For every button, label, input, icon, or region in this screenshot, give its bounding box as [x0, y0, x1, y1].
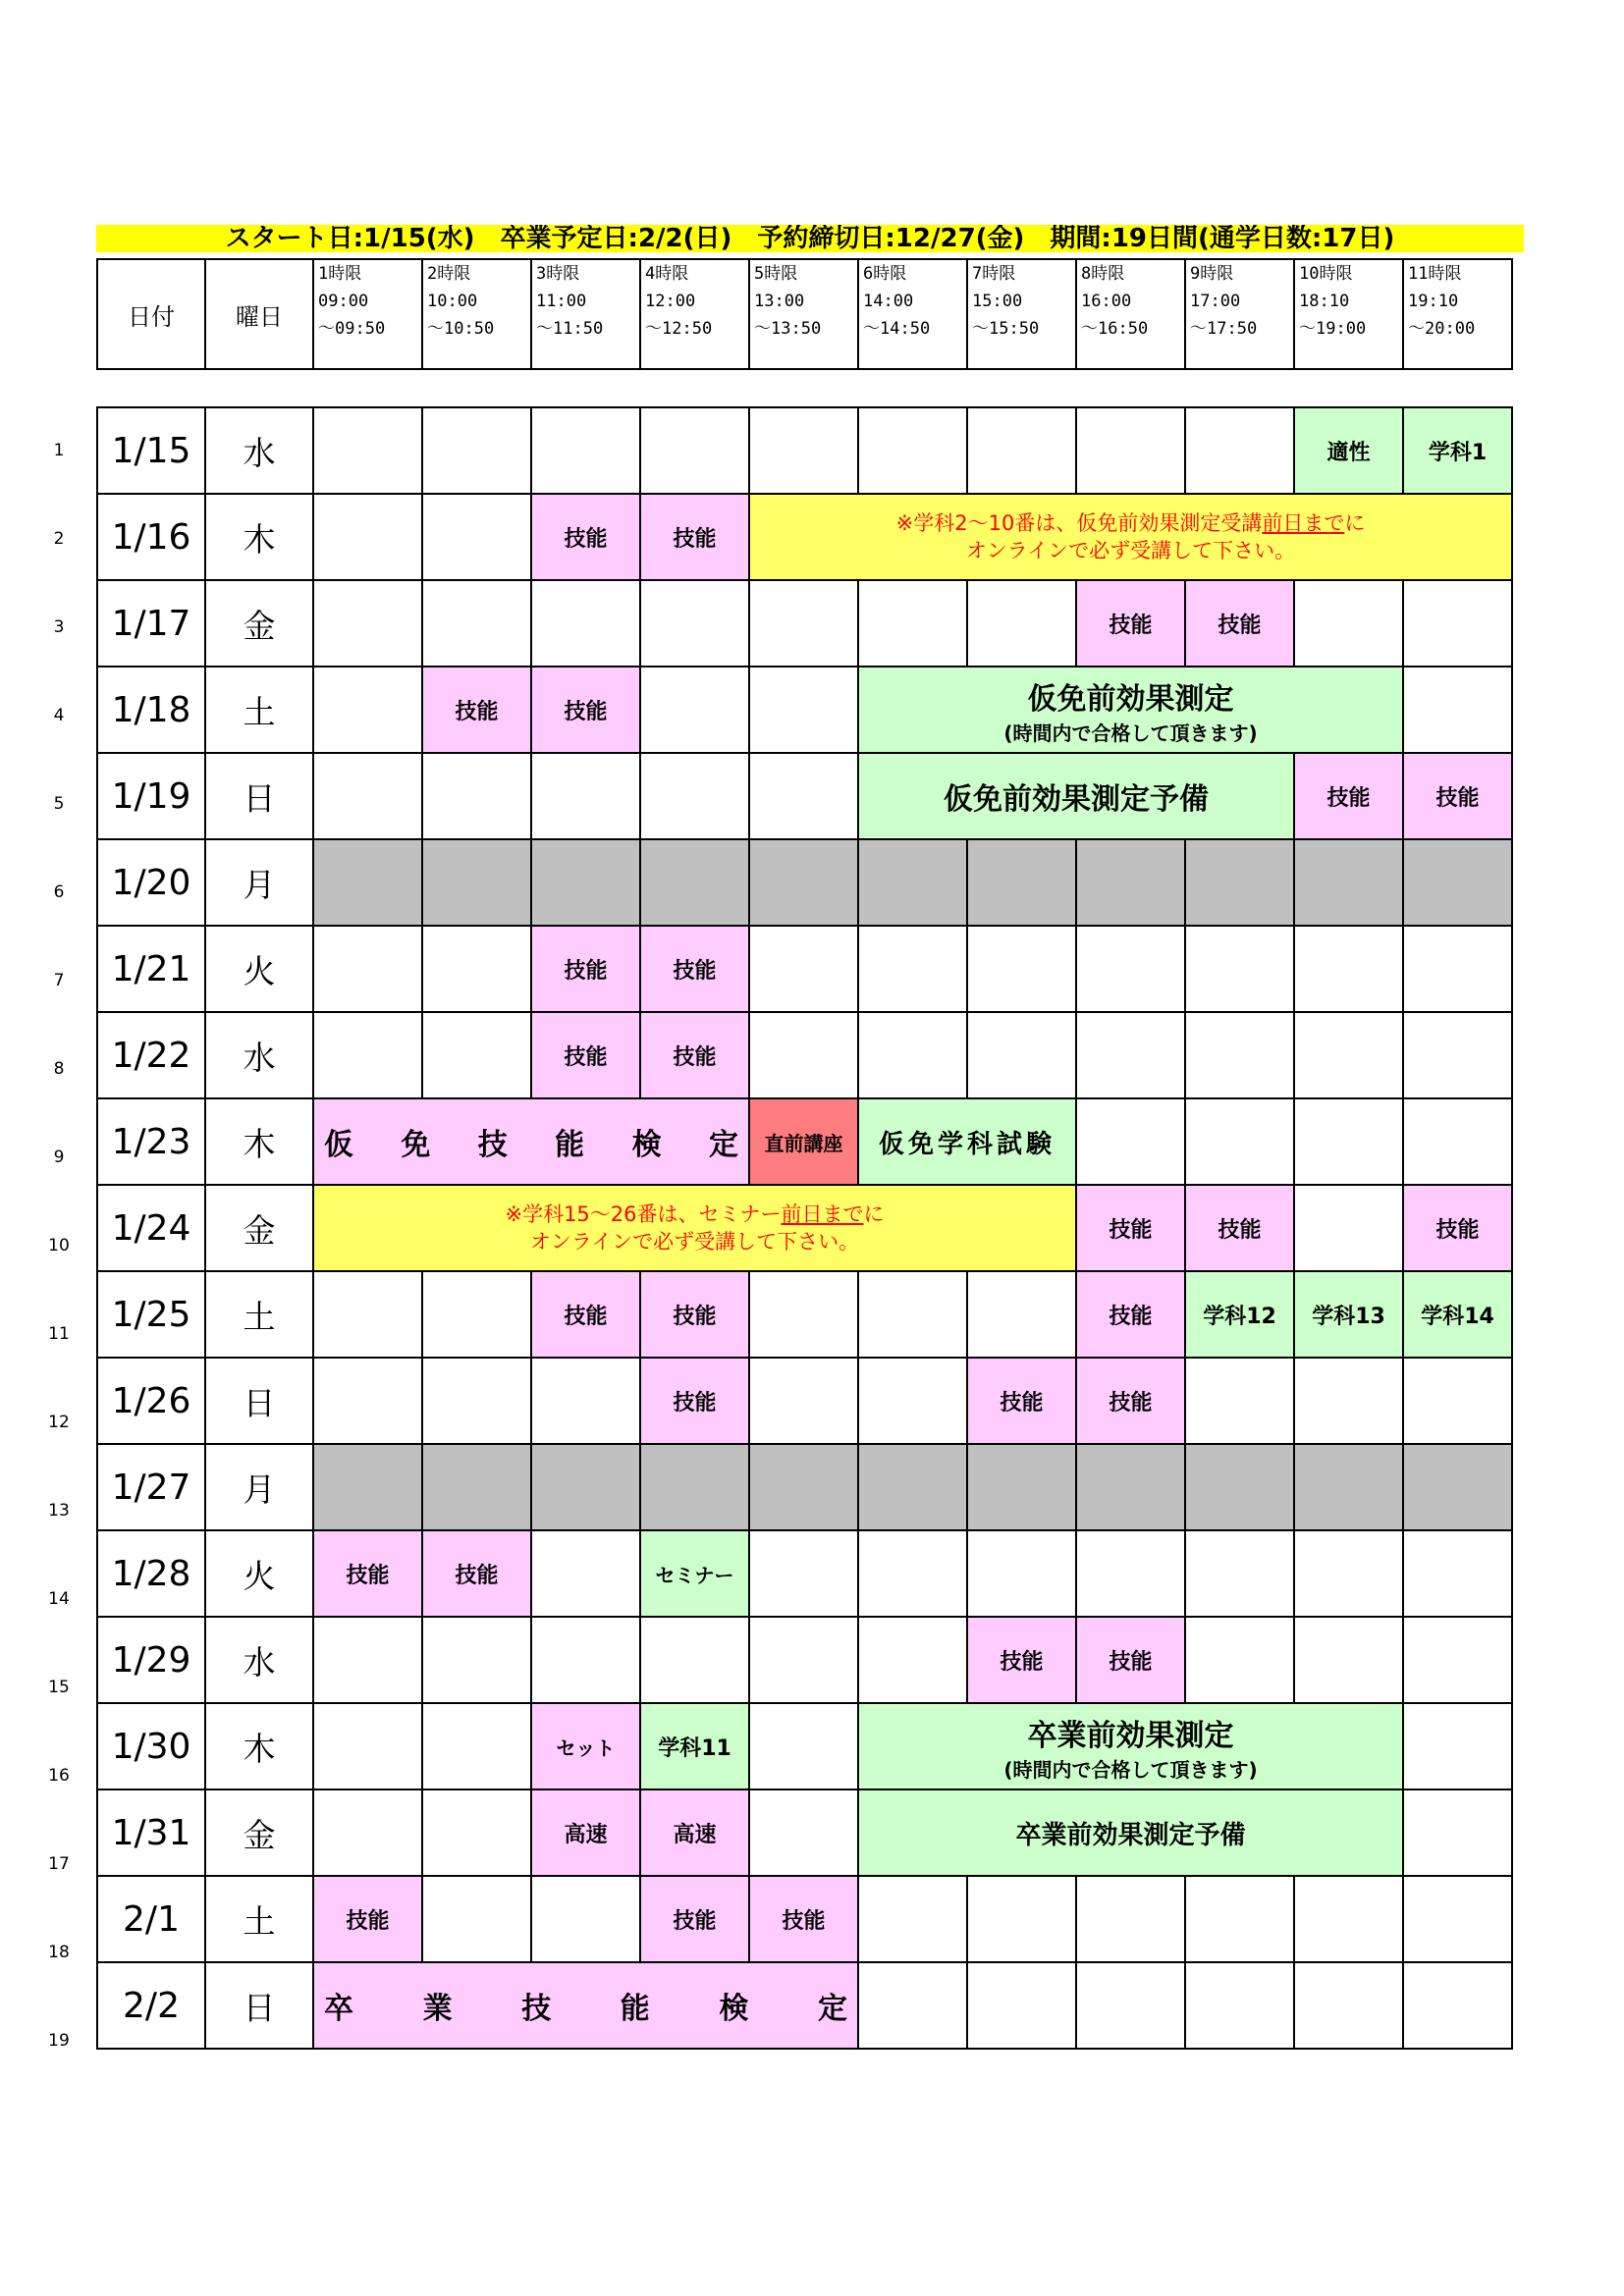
- period-header-1: 1時限 09:00 ～09:50: [313, 259, 422, 369]
- closed-slot: [1294, 839, 1403, 926]
- empty-slot: [858, 1012, 967, 1098]
- weekday-cell: 月: [205, 839, 313, 926]
- aptitude-slot: 適性: [1294, 407, 1403, 494]
- empty-slot: [967, 1012, 1076, 1098]
- empty-slot: [422, 753, 531, 839]
- empty-slot: [967, 1271, 1076, 1358]
- date-cell: 1/15: [97, 407, 205, 494]
- effect-test-note: (時間内で合格して頂きます): [1003, 1757, 1258, 1782]
- date-cell: 1/24: [97, 1185, 205, 1271]
- schedule-row: [97, 1703, 1512, 1789]
- schedule-header: [96, 258, 1513, 370]
- skill-slot: 技能: [640, 1358, 749, 1444]
- empty-slot: [1403, 1358, 1512, 1444]
- empty-slot: [1294, 1530, 1403, 1617]
- empty-slot: [1185, 1098, 1294, 1185]
- closed-slot: [531, 839, 640, 926]
- empty-slot: [967, 580, 1076, 667]
- effect-test-title: 仮免前効果測定: [1027, 681, 1234, 717]
- row-number: 2: [53, 529, 65, 549]
- empty-slot: [858, 1962, 967, 2049]
- empty-slot: [1294, 1185, 1403, 1271]
- empty-slot: [1403, 1876, 1512, 1962]
- skill-slot: 技能: [1076, 580, 1185, 667]
- row-number: 16: [48, 1766, 70, 1786]
- closed-slot: [640, 1444, 749, 1530]
- empty-slot: [749, 407, 858, 494]
- empty-slot: [422, 1617, 531, 1703]
- skill-slot: 技能: [531, 667, 640, 753]
- empty-slot: [749, 753, 858, 839]
- weekday-cell: 土: [205, 1876, 313, 1962]
- empty-slot: [1185, 1358, 1294, 1444]
- skill-slot: 技能: [531, 1271, 640, 1358]
- empty-slot: [422, 580, 531, 667]
- skill-slot: 技能: [531, 1012, 640, 1098]
- row-number: 19: [48, 2031, 70, 2051]
- schedule-row: [97, 1185, 1512, 1271]
- empty-slot: [1403, 580, 1512, 667]
- date-cell: 1/22: [97, 1012, 205, 1098]
- weekday-cell: 金: [205, 580, 313, 667]
- karimen-skill-exam-label: [314, 1120, 748, 1163]
- schedule-row: [97, 580, 1512, 667]
- empty-slot: [1076, 407, 1185, 494]
- notice-line-2: オンラインで必ず受講して下さい。: [965, 539, 1296, 562]
- empty-slot: [1403, 1098, 1512, 1185]
- graduation-effect-test-spare-slot: 卒業前効果測定予備: [858, 1789, 1403, 1876]
- skill-slot: 技能: [1294, 753, 1403, 839]
- skill-slot: 技能: [1403, 753, 1512, 839]
- row-number: 5: [53, 794, 65, 814]
- schedule-row: [97, 1098, 1512, 1185]
- row-number-column: [39, 406, 79, 2085]
- empty-slot: [858, 1617, 967, 1703]
- schedule-row: [97, 1962, 1512, 2049]
- empty-slot: [313, 753, 422, 839]
- empty-slot: [749, 1271, 858, 1358]
- weekday-cell: 金: [205, 1185, 313, 1271]
- empty-slot: [313, 926, 422, 1012]
- empty-slot: [858, 1271, 967, 1358]
- highway-slot: 高速: [640, 1789, 749, 1876]
- schedule-row: [97, 667, 1512, 753]
- schedule-row: [97, 1789, 1512, 1876]
- empty-slot: [422, 1876, 531, 1962]
- schedule-row: [97, 1358, 1512, 1444]
- empty-slot: [313, 667, 422, 753]
- skill-slot: 技能: [313, 1530, 422, 1617]
- closed-slot: [749, 839, 858, 926]
- skill-slot: 技能: [1076, 1185, 1185, 1271]
- weekday-cell: 水: [205, 407, 313, 494]
- empty-slot: [1403, 667, 1512, 753]
- closed-slot: [858, 1444, 967, 1530]
- empty-slot: [858, 1876, 967, 1962]
- date-cell: 1/16: [97, 494, 205, 580]
- schedule-row: [97, 839, 1512, 926]
- skill-slot: 技能: [640, 494, 749, 580]
- empty-slot: [1076, 1012, 1185, 1098]
- row-number: 9: [53, 1148, 65, 1167]
- karimen-effect-test-spare-slot: 仮免前効果測定予備: [858, 753, 1294, 839]
- effect-test-note: (時間内で合格して頂きます): [1003, 721, 1258, 745]
- seminar-slot: セミナー: [640, 1530, 749, 1617]
- empty-slot: [1076, 1962, 1185, 2049]
- closed-slot: [1076, 839, 1185, 926]
- highway-slot: 高速: [531, 1789, 640, 1876]
- weekday-cell: 土: [205, 667, 313, 753]
- empty-slot: [749, 1617, 858, 1703]
- empty-slot: [313, 1703, 422, 1789]
- schedule-summary-banner: スタート日:1/15(水) 卒業予定日:2/2(日) 予約締切日:12/27(金) 期間:19日間(通学日数:17日): [96, 225, 1524, 252]
- empty-slot: [531, 1530, 640, 1617]
- empty-slot: [749, 667, 858, 753]
- schedule-row: [97, 1876, 1512, 1962]
- closed-slot: [640, 839, 749, 926]
- empty-slot: [1294, 1012, 1403, 1098]
- empty-slot: [422, 1012, 531, 1098]
- notice-line-2: オンラインで必ず受講して下さい。: [529, 1230, 860, 1254]
- empty-slot: [1403, 926, 1512, 1012]
- gakka-slot: 学科12: [1185, 1271, 1294, 1358]
- exam-char: 能: [555, 1128, 585, 1162]
- empty-slot: [313, 407, 422, 494]
- skill-slot: 技能: [1076, 1271, 1185, 1358]
- period-header-5: 5時限 13:00 ～13:50: [749, 259, 858, 369]
- empty-slot: [1294, 1876, 1403, 1962]
- date-cell: 1/27: [97, 1444, 205, 1530]
- row-number: 15: [48, 1678, 70, 1697]
- empty-slot: [531, 1617, 640, 1703]
- empty-slot: [1076, 1530, 1185, 1617]
- empty-slot: [1185, 926, 1294, 1012]
- empty-slot: [1076, 1876, 1185, 1962]
- weekday-cell: 月: [205, 1444, 313, 1530]
- gakka-slot: 学科1: [1403, 407, 1512, 494]
- empty-slot: [749, 926, 858, 1012]
- empty-slot: [1185, 1012, 1294, 1098]
- empty-slot: [422, 1271, 531, 1358]
- row-number: 3: [53, 617, 65, 637]
- row-number: 14: [48, 1589, 70, 1609]
- empty-slot: [1403, 1962, 1512, 2049]
- empty-slot: [640, 1617, 749, 1703]
- weekday-cell: 土: [205, 1271, 313, 1358]
- empty-slot: [749, 1789, 858, 1876]
- row-number: 18: [48, 1943, 70, 1962]
- empty-slot: [1076, 1098, 1185, 1185]
- empty-slot: [313, 1789, 422, 1876]
- exam-char: 技: [477, 1128, 508, 1162]
- date-cell: 1/30: [97, 1703, 205, 1789]
- weekday-column-header: 曜日: [205, 259, 313, 369]
- empty-slot: [640, 667, 749, 753]
- skill-slot: 技能: [531, 926, 640, 1012]
- schedule-row: [97, 1444, 1512, 1530]
- empty-slot: [1185, 1530, 1294, 1617]
- notice-line-1: ※学科15～26番は、セミナー前日までに: [505, 1202, 885, 1226]
- row-number: 17: [48, 1854, 70, 1874]
- row-number: 7: [53, 971, 65, 990]
- karimen-skill-exam-slot: [313, 1098, 749, 1185]
- period-header-11: 11時限 19:10 ～20:00: [1403, 259, 1512, 369]
- closed-slot: [313, 839, 422, 926]
- empty-slot: [313, 1358, 422, 1444]
- closed-slot: [1403, 1444, 1512, 1530]
- weekday-cell: 金: [205, 1789, 313, 1876]
- empty-slot: [1403, 1703, 1512, 1789]
- date-cell: 1/26: [97, 1358, 205, 1444]
- karimen-effect-test-slot: [858, 667, 1403, 753]
- date-cell: 1/21: [97, 926, 205, 1012]
- empty-slot: [531, 753, 640, 839]
- skill-slot: 技能: [1076, 1358, 1185, 1444]
- schedule-row: [97, 753, 1512, 839]
- empty-slot: [640, 753, 749, 839]
- schedule-row: [97, 494, 1512, 580]
- effect-test-title: 卒業前効果測定: [1027, 1718, 1234, 1753]
- empty-slot: [422, 926, 531, 1012]
- row-number: 6: [53, 882, 65, 902]
- empty-slot: [1294, 1962, 1403, 2049]
- empty-slot: [967, 1876, 1076, 1962]
- skill-slot: 技能: [422, 1530, 531, 1617]
- date-cell: 1/20: [97, 839, 205, 926]
- closed-slot: [1294, 1444, 1403, 1530]
- schedule-row: [97, 926, 1512, 1012]
- graduation-skill-exam-label: [314, 1984, 857, 2027]
- empty-slot: [967, 1962, 1076, 2049]
- empty-slot: [531, 580, 640, 667]
- date-cell: 1/23: [97, 1098, 205, 1185]
- empty-slot: [1294, 926, 1403, 1012]
- pre-lecture-slot: 直前講座: [749, 1098, 858, 1185]
- empty-slot: [749, 580, 858, 667]
- graduation-skill-exam-slot: [313, 1962, 858, 2049]
- empty-slot: [967, 926, 1076, 1012]
- empty-slot: [858, 1358, 967, 1444]
- period-header-7: 7時限 15:00 ～15:50: [967, 259, 1076, 369]
- empty-slot: [858, 580, 967, 667]
- skill-slot: 技能: [640, 1271, 749, 1358]
- empty-slot: [1185, 407, 1294, 494]
- empty-slot: [422, 1703, 531, 1789]
- skill-slot: 技能: [313, 1876, 422, 1962]
- period-header-3: 3時限 11:00 ～11:50: [531, 259, 640, 369]
- exam-char: 検: [631, 1128, 662, 1162]
- empty-slot: [1403, 1789, 1512, 1876]
- skill-slot: 技能: [422, 667, 531, 753]
- empty-slot: [1403, 1617, 1512, 1703]
- exam-char: 免: [401, 1128, 431, 1162]
- row-number: 10: [48, 1236, 70, 1255]
- skill-slot: 技能: [967, 1617, 1076, 1703]
- date-cell: 1/25: [97, 1271, 205, 1358]
- row-number: 1: [53, 441, 65, 460]
- schedule-row: [97, 1012, 1512, 1098]
- date-cell: 2/1: [97, 1876, 205, 1962]
- row-number: 12: [48, 1413, 70, 1432]
- weekday-cell: 木: [205, 1098, 313, 1185]
- notice-line-1: ※学科2～10番は、仮免前効果測定受講前日までに: [895, 511, 1366, 535]
- empty-slot: [531, 1358, 640, 1444]
- empty-slot: [967, 1530, 1076, 1617]
- period-header-6: 6時限 14:00 ～14:50: [858, 259, 967, 369]
- weekday-cell: 日: [205, 753, 313, 839]
- schedule-row: [97, 1530, 1512, 1617]
- closed-slot: [967, 1444, 1076, 1530]
- date-cell: 1/31: [97, 1789, 205, 1876]
- exam-char: 定: [708, 1128, 738, 1162]
- empty-slot: [1185, 1876, 1294, 1962]
- schedule-row: [97, 1271, 1512, 1358]
- gakka-slot: 学科11: [640, 1703, 749, 1789]
- online-notice: [313, 1185, 1076, 1271]
- row-number: 8: [53, 1059, 65, 1079]
- closed-slot: [422, 839, 531, 926]
- empty-slot: [422, 1789, 531, 1876]
- exam-char: 技: [521, 1992, 552, 2026]
- empty-slot: [1294, 1098, 1403, 1185]
- period-header-10: 10時限 18:10 ～19:00: [1294, 259, 1403, 369]
- period-header-8: 8時限 16:00 ～16:50: [1076, 259, 1185, 369]
- empty-slot: [1185, 1617, 1294, 1703]
- exam-char: 仮: [324, 1128, 353, 1162]
- closed-slot: [858, 839, 967, 926]
- empty-slot: [422, 494, 531, 580]
- period-header-2: 2時限 10:00 ～10:50: [422, 259, 531, 369]
- schedule-row: [97, 1617, 1512, 1703]
- empty-slot: [313, 1617, 422, 1703]
- empty-slot: [749, 1012, 858, 1098]
- closed-slot: [967, 839, 1076, 926]
- exam-char: 検: [719, 1992, 749, 2026]
- date-cell: 1/17: [97, 580, 205, 667]
- set-slot: セット: [531, 1703, 640, 1789]
- empty-slot: [1294, 580, 1403, 667]
- closed-slot: [1185, 1444, 1294, 1530]
- exam-char: 業: [422, 1992, 453, 2026]
- skill-slot: 技能: [1185, 580, 1294, 667]
- empty-slot: [313, 1012, 422, 1098]
- empty-slot: [313, 580, 422, 667]
- skill-slot: 技能: [749, 1876, 858, 1962]
- period-header-4: 4時限 12:00 ～12:50: [640, 259, 749, 369]
- empty-slot: [967, 407, 1076, 494]
- graduation-effect-test-slot: [858, 1703, 1403, 1789]
- empty-slot: [749, 1358, 858, 1444]
- skill-slot: 技能: [1076, 1617, 1185, 1703]
- date-cell: 1/29: [97, 1617, 205, 1703]
- empty-slot: [531, 1876, 640, 1962]
- exam-char: 定: [817, 1992, 847, 2026]
- empty-slot: [1294, 1358, 1403, 1444]
- row-number: 4: [53, 706, 65, 725]
- row-number: 13: [48, 1501, 70, 1521]
- weekday-cell: 火: [205, 926, 313, 1012]
- empty-slot: [749, 1530, 858, 1617]
- skill-slot: 技能: [531, 494, 640, 580]
- empty-slot: [313, 1271, 422, 1358]
- empty-slot: [531, 407, 640, 494]
- closed-slot: [1403, 839, 1512, 926]
- empty-slot: [1294, 1617, 1403, 1703]
- schedule-grid: [96, 406, 1513, 2050]
- period-header-9: 9時限 17:00 ～17:50: [1185, 259, 1294, 369]
- karimen-written-exam-slot: 仮免学科試験: [858, 1098, 1076, 1185]
- empty-slot: [858, 407, 967, 494]
- weekday-cell: 水: [205, 1617, 313, 1703]
- empty-slot: [313, 494, 422, 580]
- empty-slot: [749, 1703, 858, 1789]
- skill-slot: 技能: [640, 1876, 749, 1962]
- date-cell: 2/2: [97, 1962, 205, 2049]
- skill-slot: 技能: [1403, 1185, 1512, 1271]
- closed-slot: [313, 1444, 422, 1530]
- date-column-header: 日付: [97, 259, 205, 369]
- weekday-cell: 木: [205, 1703, 313, 1789]
- closed-slot: [1185, 839, 1294, 926]
- empty-slot: [1185, 1962, 1294, 2049]
- empty-slot: [422, 1358, 531, 1444]
- gakka-slot: 学科14: [1403, 1271, 1512, 1358]
- weekday-cell: 水: [205, 1012, 313, 1098]
- empty-slot: [640, 407, 749, 494]
- gakka-slot: 学科13: [1294, 1271, 1403, 1358]
- empty-slot: [1076, 926, 1185, 1012]
- closed-slot: [422, 1444, 531, 1530]
- date-cell: 1/28: [97, 1530, 205, 1617]
- weekday-cell: 日: [205, 1358, 313, 1444]
- row-number: 11: [48, 1324, 70, 1344]
- skill-slot: 技能: [1185, 1185, 1294, 1271]
- exam-char: 能: [620, 1992, 650, 2026]
- skill-slot: 技能: [640, 1012, 749, 1098]
- exam-char: 卒: [324, 1992, 353, 2026]
- closed-slot: [531, 1444, 640, 1530]
- empty-slot: [858, 1530, 967, 1617]
- closed-slot: [749, 1444, 858, 1530]
- date-cell: 1/19: [97, 753, 205, 839]
- empty-slot: [858, 926, 967, 1012]
- weekday-cell: 火: [205, 1530, 313, 1617]
- online-notice: [749, 494, 1512, 580]
- empty-slot: [1403, 1012, 1512, 1098]
- date-cell: 1/18: [97, 667, 205, 753]
- closed-slot: [1076, 1444, 1185, 1530]
- schedule-row: [97, 407, 1512, 494]
- empty-slot: [1403, 1530, 1512, 1617]
- empty-slot: [640, 580, 749, 667]
- weekday-cell: 日: [205, 1962, 313, 2049]
- skill-slot: 技能: [640, 926, 749, 1012]
- empty-slot: [422, 407, 531, 494]
- weekday-cell: 木: [205, 494, 313, 580]
- skill-slot: 技能: [967, 1358, 1076, 1444]
